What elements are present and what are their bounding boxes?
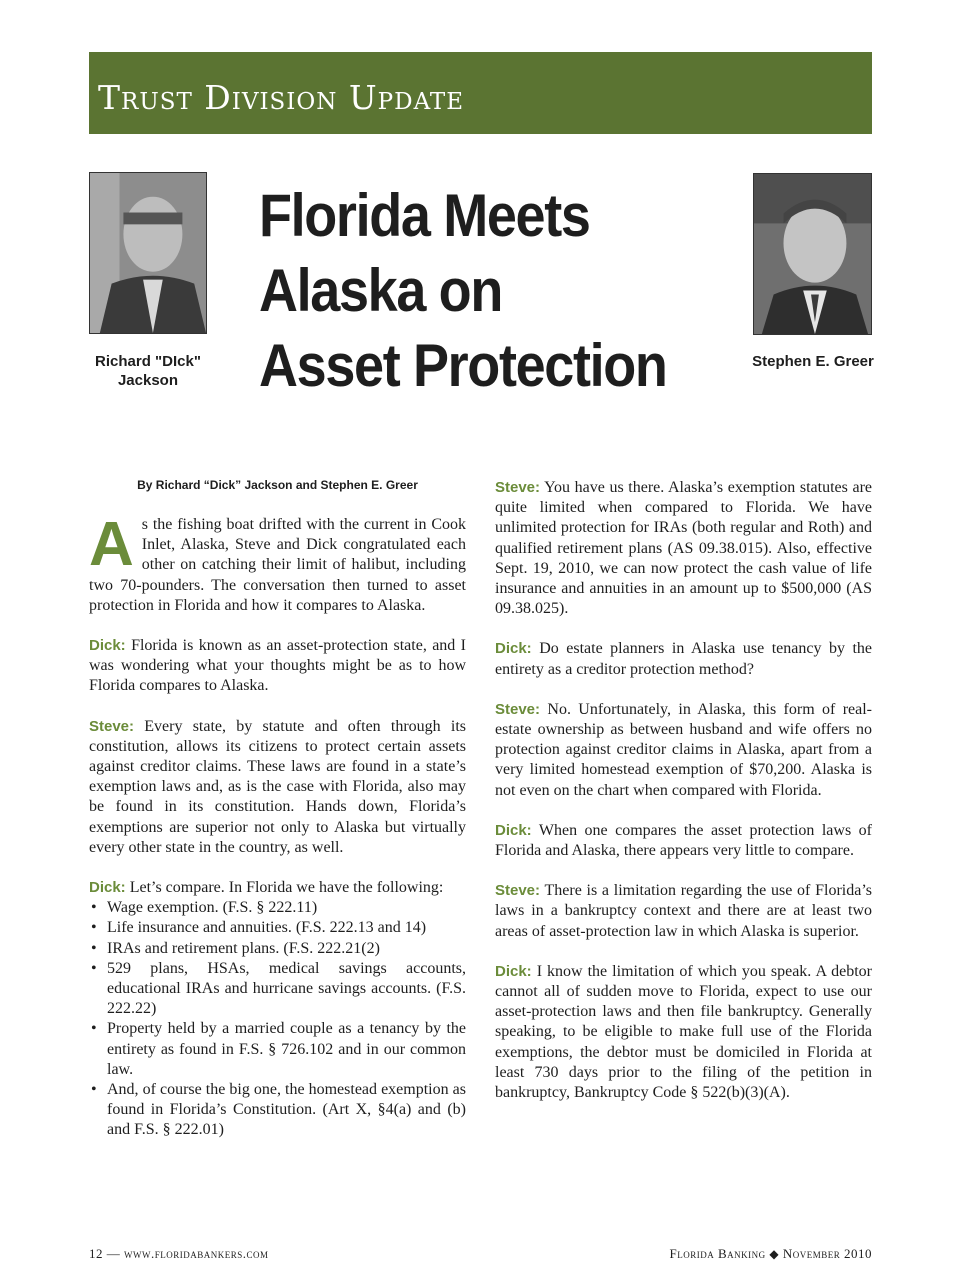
paragraph-text: Do estate planners in Alaska use tenancy by the entirety as a creditor protection method? (495, 640, 873, 678)
speaker-label: Dick: (89, 879, 126, 897)
speaker-label: Dick: (495, 640, 532, 658)
author-caption-right: Stephen E. Greer (752, 353, 874, 370)
byline: By Richard “Dick” Jackson and Stephen E. Greer (137, 478, 418, 492)
paragraph-text: No. Unfortunately, in Alaska, this form of real-estate ownership as between husband and wife offers no protection against creditor claims in Alaska, apart from a very limited homestead exemption of $70,200. Alaska is not even on the chart when compared with Florida. (495, 700, 873, 799)
dialogue-paragraph (89, 717, 466, 858)
portrait-silhouette-right (754, 174, 871, 334)
bullet-icon: • (91, 1081, 97, 1099)
diamond-icon: ◆ (769, 1247, 780, 1261)
speaker-label: Dick: (495, 962, 532, 980)
speaker-label: Steve: (495, 882, 541, 900)
dialogue-paragraph (495, 821, 872, 861)
list-item-text: And, of course the big one, the homestead exemption as found in Florida’s Constitution. (Art X, §4(a) and (b) and F.S. § 222.01) (107, 1081, 466, 1139)
section-title: Trust Division Update (98, 78, 465, 117)
drop-cap: A (89, 510, 134, 579)
paragraph-text: Let’s compare. In Florida we have the following: (129, 879, 444, 897)
list-item-text: Life insurance and annuities. (F.S. 222.13 and 14) (107, 919, 427, 937)
bullet-icon: • (91, 1020, 97, 1038)
dialogue-paragraph (495, 639, 872, 679)
footer-page-url: 12 — www.floridabankers.com (89, 1246, 269, 1261)
paragraph-text: I know the limitation of which you speak. A debtor cannot all of sudden move to Florida, expect to use our asset-protection laws and then file bankruptcy. Generally speaking, to be eligible to make full use of the Florida exemptions, the debtor must be domiciled in Florida at least 730 days prior to the filing of the petition in bankruptcy, Bankruptcy Code § 522(b)(3)(A). (495, 962, 873, 1102)
speaker-label: Dick: (495, 821, 532, 839)
list-item (89, 898, 466, 918)
article-headline (259, 178, 691, 403)
list-item-text: Property held by a married couple as a tenancy by the entirety as found in F.S. § 726.102 and in our common law. (107, 1020, 466, 1078)
author-photo-right (753, 173, 872, 335)
dialogue-paragraph (495, 881, 872, 942)
bullet-icon: • (91, 919, 97, 937)
list-item-text: Wage exemption. (F.S. § 222.11) (107, 899, 318, 917)
author-caption-left (78, 352, 218, 390)
paragraph-text: There is a limitation regarding the use of Florida’s laws in a bankruptcy context and there are at least two areas of asset-protection law in which Alaska is superior. (495, 882, 872, 940)
portrait-silhouette-left (90, 173, 206, 333)
list-item (89, 1019, 466, 1080)
speaker-label: Steve: (495, 479, 541, 496)
bullet-icon: • (91, 899, 97, 917)
article-column-right (495, 478, 872, 1123)
dialogue-paragraph (495, 962, 872, 1103)
list-item (89, 918, 466, 938)
bullet-icon: • (91, 939, 97, 957)
list-item-text: IRAs and retirement plans. (F.S. 222.21(2) (107, 939, 380, 957)
dialogue-paragraph (89, 636, 466, 697)
dialogue-paragraph (495, 700, 872, 801)
exemption-list (89, 898, 466, 1140)
list-item (89, 1080, 466, 1141)
intro-paragraph (89, 510, 466, 616)
headline-line: Asset Protection (259, 332, 667, 399)
footer-pub-name: Florida Banking (669, 1246, 766, 1261)
dialogue-paragraph (495, 478, 872, 619)
caption-line: Richard "DIck" (95, 353, 201, 370)
headline-line: Alaska on (259, 257, 502, 324)
paragraph-text: Florida is known as an asset-protection state, and I was wondering what your thoughts might be as to how Florida compares to Alaska. (89, 637, 467, 695)
paragraph-text: s the fishing boat drifted with the current in Cook Inlet, Alaska, Steve and Dick congratulated each other on catching their limit of halibut, including two 70-pounders. The conversation then turned to asset protection in Florida and how it compares to Alaska. (89, 516, 466, 614)
paragraph-text: Every state, by statute and often through its constitution, allows its citizens to protect certain assets against creditor claims. These laws are found in a state’s exemption laws and, as is the case with Florida, also may be found in its constitution. Hands down, Florida’s exemptions are superior not only to Alaska but virtually every other state in the country, as well. (89, 717, 467, 856)
footer-publication (669, 1246, 872, 1262)
paragraph-text: You have us there. Alaska’s exemption statutes are quite limited when compared to Florida. We have unlimited protection for IRAs (both regular and Roth) and qualified retirement plans (AS 09.38.015). Also, effective Sept. 19, 2010, we can now protect the cash value of life insurance and annuities in an amount up to $500,000 (AS 09.38.025). (495, 479, 873, 618)
list-item-text: 529 plans, HSAs, medical savings accounts, educational IRAs and hurricane savings accounts. (F.S. 222.22) (107, 959, 466, 1018)
speaker-label: Dick: (89, 637, 126, 655)
author-photo-left (89, 172, 207, 334)
bullet-icon: • (91, 959, 97, 977)
speaker-label: Steve: (89, 717, 135, 735)
list-item (89, 959, 466, 1020)
article-column-left (89, 510, 467, 1141)
speaker-label: Steve: (495, 700, 541, 718)
headline-line: Florida Meets (259, 182, 590, 249)
dialogue-paragraph (89, 878, 466, 898)
footer-issue-date: November 2010 (782, 1246, 872, 1261)
list-item (89, 939, 466, 959)
paragraph-text: When one compares the asset protection laws of Florida and Alaska, there appears very little to compare. (495, 821, 872, 860)
caption-line: Jackson (117, 372, 179, 389)
section-banner (89, 52, 872, 134)
